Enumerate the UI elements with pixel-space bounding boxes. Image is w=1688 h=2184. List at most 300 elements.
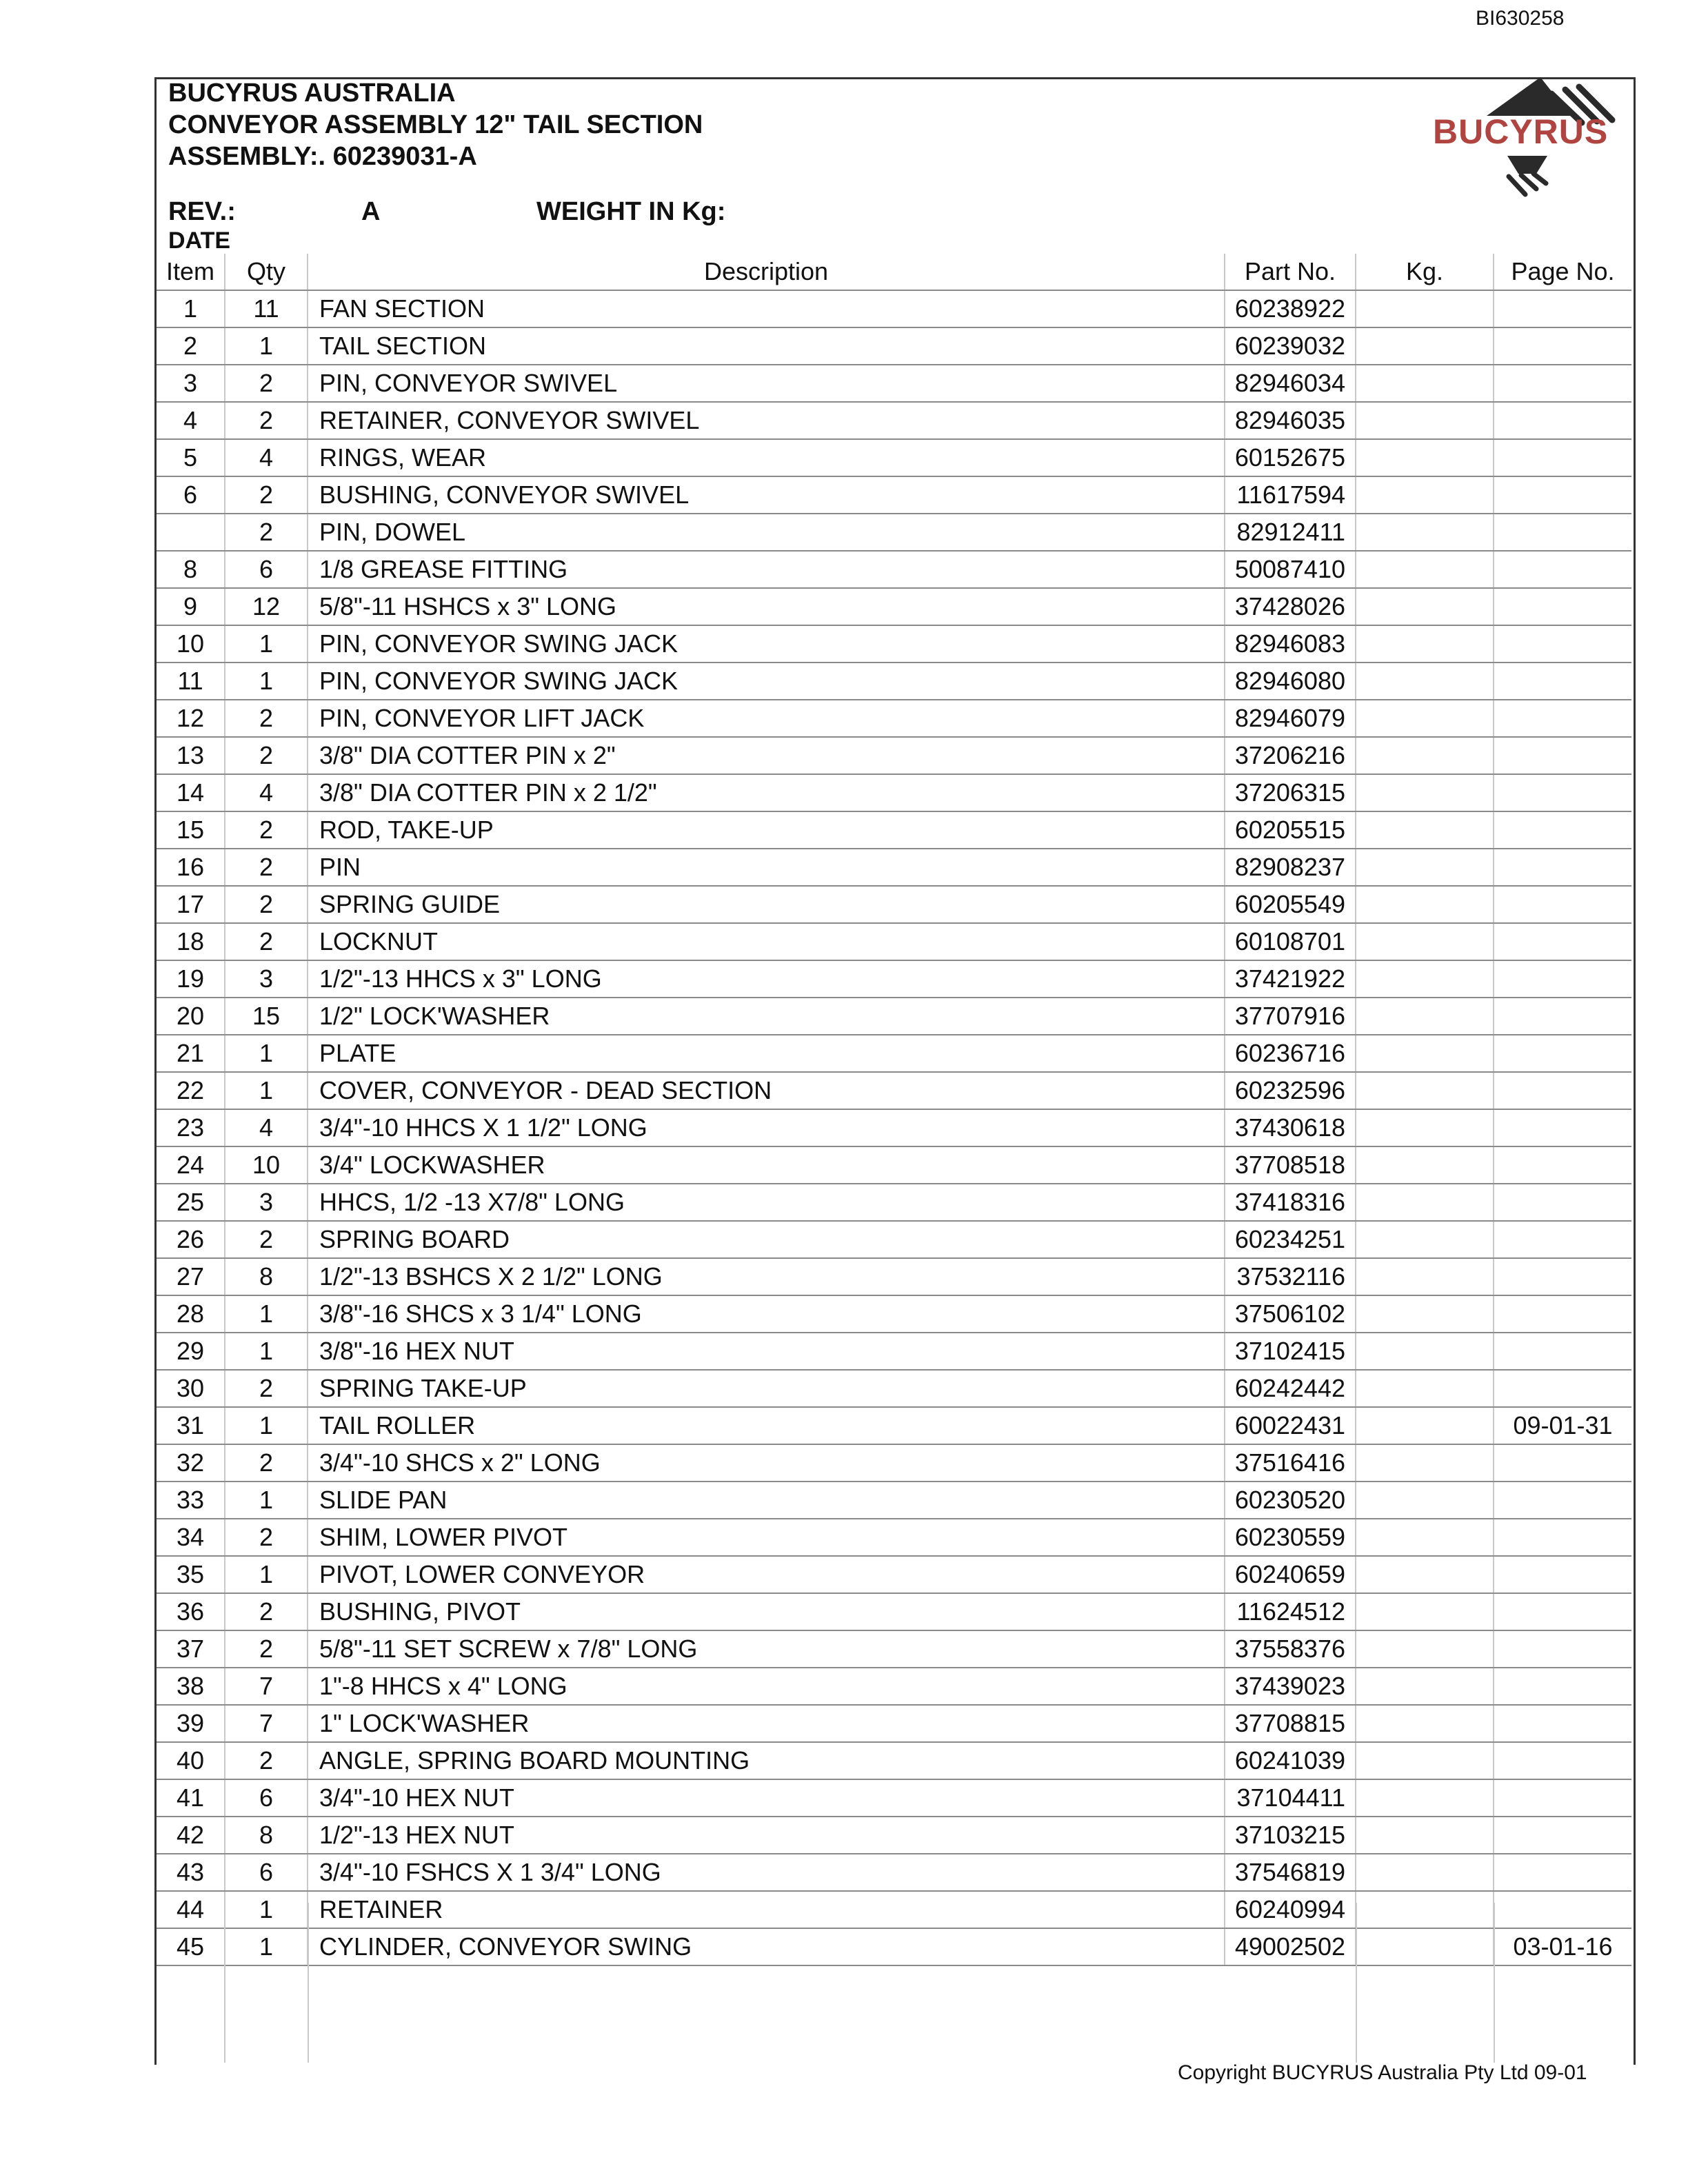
cell-description: 3/4" LOCKWASHER [308, 1146, 1225, 1184]
cell-description: PIN, CONVEYOR SWING JACK [308, 625, 1225, 663]
cell-part-no: 82946080 [1225, 663, 1356, 700]
cell-part-no: 37206315 [1225, 774, 1356, 811]
cell-page-no [1494, 811, 1631, 849]
cell-page-no [1494, 700, 1631, 737]
cell-description: 1"-8 HHCS x 4" LONG [308, 1668, 1225, 1705]
cell-kg [1356, 1630, 1494, 1668]
copyright-footer: Copyright BUCYRUS Australia Pty Ltd 09-01 [1178, 2061, 1587, 2084]
cell-kg [1356, 1444, 1494, 1482]
cell-page-no [1494, 1370, 1631, 1407]
cell-page-no [1494, 551, 1631, 588]
cell-item: 9 [157, 588, 225, 625]
table-row [157, 1035, 1631, 1072]
table-row [157, 625, 1631, 663]
cell-item: 8 [157, 551, 225, 588]
cell-kg [1356, 1221, 1494, 1258]
cell-qty: 4 [225, 439, 308, 476]
cell-qty: 11 [225, 290, 308, 327]
header-block [168, 77, 703, 172]
cell-kg [1356, 1668, 1494, 1705]
cell-kg [1356, 1407, 1494, 1444]
cell-part-no: 60230559 [1225, 1519, 1356, 1556]
cell-item: 28 [157, 1295, 225, 1333]
cell-kg [1356, 551, 1494, 588]
cell-description: 1/2"-13 HHCS x 3" LONG [308, 960, 1225, 998]
assembly-title: CONVEYOR ASSEMBLY 12" TAIL SECTION [168, 110, 703, 139]
column-header-kg: Kg. [1356, 254, 1494, 290]
table-row [157, 1593, 1631, 1630]
cell-description: PIN, CONVEYOR LIFT JACK [308, 700, 1225, 737]
cell-item: 13 [157, 737, 225, 774]
cell-kg [1356, 625, 1494, 663]
column-header-item: Item [157, 254, 225, 290]
cell-description: 3/4"-10 FSHCS X 1 3/4" LONG [308, 1854, 1225, 1891]
cell-qty: 2 [225, 923, 308, 960]
cell-item: 45 [157, 1928, 225, 1965]
cell-kg [1356, 439, 1494, 476]
cell-description: 1/2"-13 BSHCS X 2 1/2" LONG [308, 1258, 1225, 1295]
table-row [157, 1556, 1631, 1593]
cell-qty: 1 [225, 625, 308, 663]
cell-qty: 1 [225, 1035, 308, 1072]
cell-part-no: 37430618 [1225, 1109, 1356, 1146]
cell-qty: 15 [225, 998, 308, 1035]
cell-description: TAIL ROLLER [308, 1407, 1225, 1444]
cell-qty: 2 [225, 1370, 308, 1407]
table-row [157, 1146, 1631, 1184]
table-row [157, 960, 1631, 998]
cell-item: 16 [157, 849, 225, 886]
cell-description: SLIDE PAN [308, 1482, 1225, 1519]
cell-part-no: 82946034 [1225, 365, 1356, 402]
cell-part-no: 11617594 [1225, 476, 1356, 514]
cell-part-no: 37206216 [1225, 737, 1356, 774]
cell-item: 30 [157, 1370, 225, 1407]
cell-qty: 2 [225, 700, 308, 737]
table-row [157, 1779, 1631, 1817]
cell-page-no [1494, 774, 1631, 811]
cell-kg [1356, 1556, 1494, 1593]
cell-item: 10 [157, 625, 225, 663]
cell-part-no: 82946079 [1225, 700, 1356, 737]
date-label: DATE [168, 228, 231, 254]
cell-description: COVER, CONVEYOR - DEAD SECTION [308, 1072, 1225, 1109]
cell-part-no: 60239032 [1225, 327, 1356, 365]
cell-kg [1356, 1146, 1494, 1184]
cell-page-no [1494, 1891, 1631, 1928]
table-row [157, 1630, 1631, 1668]
cell-item: 42 [157, 1817, 225, 1854]
cell-page-no [1494, 476, 1631, 514]
table-row [157, 1333, 1631, 1370]
table-row [157, 1444, 1631, 1482]
cell-page-no [1494, 1295, 1631, 1333]
cell-qty: 3 [225, 1184, 308, 1221]
cell-part-no: 60152675 [1225, 439, 1356, 476]
cell-page-no [1494, 1221, 1631, 1258]
cell-qty: 4 [225, 1109, 308, 1146]
cell-item: 5 [157, 439, 225, 476]
cell-description: BUSHING, PIVOT [308, 1593, 1225, 1630]
cell-part-no: 37103215 [1225, 1817, 1356, 1854]
cell-part-no: 37516416 [1225, 1444, 1356, 1482]
cell-description: PIN [308, 849, 1225, 886]
cell-page-no [1494, 514, 1631, 551]
table-row [157, 1891, 1631, 1928]
column-header-description: Description [308, 254, 1225, 290]
cell-kg [1356, 923, 1494, 960]
rev-label: REV.: [168, 197, 236, 226]
table-row [157, 1295, 1631, 1333]
cell-kg [1356, 1742, 1494, 1779]
cell-description: SHIM, LOWER PIVOT [308, 1519, 1225, 1556]
cell-item: 20 [157, 998, 225, 1035]
cell-part-no: 37104411 [1225, 1779, 1356, 1817]
cell-qty: 2 [225, 849, 308, 886]
cell-description: 5/8"-11 SET SCREW x 7/8" LONG [308, 1630, 1225, 1668]
cell-part-no: 82912411 [1225, 514, 1356, 551]
cell-part-no: 82946083 [1225, 625, 1356, 663]
table-row [157, 1854, 1631, 1891]
cell-description: TAIL SECTION [308, 327, 1225, 365]
cell-qty: 1 [225, 1072, 308, 1109]
table-row [157, 514, 1631, 551]
column-divider [1494, 1903, 1495, 2063]
cell-part-no: 60232596 [1225, 1072, 1356, 1109]
table-row [157, 998, 1631, 1035]
cell-part-no: 60234251 [1225, 1221, 1356, 1258]
cell-description: 3/8"-16 SHCS x 3 1/4" LONG [308, 1295, 1225, 1333]
cell-part-no: 37506102 [1225, 1295, 1356, 1333]
column-header-part-no: Part No. [1225, 254, 1356, 290]
column-header-qty: Qty [225, 254, 308, 290]
table-header-row [157, 254, 1631, 290]
cell-part-no: 37708815 [1225, 1705, 1356, 1742]
table-row [157, 811, 1631, 849]
cell-kg [1356, 1779, 1494, 1817]
cell-description: CYLINDER, CONVEYOR SWING [308, 1928, 1225, 1965]
cell-kg [1356, 1333, 1494, 1370]
cell-item: 31 [157, 1407, 225, 1444]
cell-kg [1356, 998, 1494, 1035]
cell-item: 40 [157, 1742, 225, 1779]
cell-item: 35 [157, 1556, 225, 1593]
cell-page-no [1494, 1779, 1631, 1817]
cell-page-no [1494, 1817, 1631, 1854]
cell-item: 25 [157, 1184, 225, 1221]
cell-kg [1356, 1593, 1494, 1630]
cell-item: 44 [157, 1891, 225, 1928]
parts-table [157, 254, 1631, 1966]
cell-part-no: 37102415 [1225, 1333, 1356, 1370]
cell-kg [1356, 1184, 1494, 1221]
cell-page-no [1494, 1072, 1631, 1109]
table-row [157, 700, 1631, 737]
cell-page-no [1494, 1742, 1631, 1779]
cell-item: 12 [157, 700, 225, 737]
cell-part-no: 60205549 [1225, 886, 1356, 923]
column-header-page-no: Page No. [1494, 254, 1631, 290]
cell-kg [1356, 737, 1494, 774]
cell-kg [1356, 960, 1494, 998]
cell-item: 19 [157, 960, 225, 998]
cell-description: PLATE [308, 1035, 1225, 1072]
cell-page-no [1494, 1630, 1631, 1668]
cell-item: 43 [157, 1854, 225, 1891]
cell-page-no [1494, 1333, 1631, 1370]
cell-page-no: 09-01-31 [1494, 1407, 1631, 1444]
cell-item: 33 [157, 1482, 225, 1519]
cell-item: 38 [157, 1668, 225, 1705]
cell-qty: 2 [225, 811, 308, 849]
cell-part-no: 60240659 [1225, 1556, 1356, 1593]
cell-qty: 2 [225, 1593, 308, 1630]
cell-item: 11 [157, 663, 225, 700]
cell-qty: 1 [225, 327, 308, 365]
cell-part-no: 37418316 [1225, 1184, 1356, 1221]
cell-kg [1356, 1258, 1494, 1295]
cell-kg [1356, 1817, 1494, 1854]
cell-description: FAN SECTION [308, 290, 1225, 327]
cell-kg [1356, 1072, 1494, 1109]
cell-page-no: 03-01-16 [1494, 1928, 1631, 1965]
cell-qty: 2 [225, 886, 308, 923]
cell-item: 3 [157, 365, 225, 402]
cell-qty: 2 [225, 1630, 308, 1668]
cell-page-no [1494, 998, 1631, 1035]
cell-item: 2 [157, 327, 225, 365]
cell-description: 1/2"-13 HEX NUT [308, 1817, 1225, 1854]
cell-description: 1/8 GREASE FITTING [308, 551, 1225, 588]
cell-part-no: 82908237 [1225, 849, 1356, 886]
cell-description: RETAINER [308, 1891, 1225, 1928]
cell-description: 3/4"-10 SHCS x 2" LONG [308, 1444, 1225, 1482]
table-row [157, 774, 1631, 811]
cell-qty: 2 [225, 1742, 308, 1779]
cell-qty: 4 [225, 774, 308, 811]
table-row [157, 1221, 1631, 1258]
table-row [157, 1109, 1631, 1146]
cell-qty: 1 [225, 1407, 308, 1444]
table-row [157, 1407, 1631, 1444]
cell-page-no [1494, 1668, 1631, 1705]
cell-item: 4 [157, 402, 225, 439]
column-divider [308, 1903, 309, 2063]
cell-kg [1356, 849, 1494, 886]
cell-kg [1356, 1035, 1494, 1072]
cell-description: ROD, TAKE-UP [308, 811, 1225, 849]
column-divider [224, 1903, 225, 2063]
cell-page-no [1494, 439, 1631, 476]
cell-qty: 1 [225, 1482, 308, 1519]
cell-kg [1356, 290, 1494, 327]
table-row [157, 1258, 1631, 1295]
cell-part-no: 60205515 [1225, 811, 1356, 849]
logo-wordmark: BUCYRUS [1433, 112, 1609, 151]
cell-item: 23 [157, 1109, 225, 1146]
table-row [157, 1482, 1631, 1519]
cell-description: PIN, CONVEYOR SWIVEL [308, 365, 1225, 402]
table-row [157, 1184, 1631, 1221]
cell-qty: 2 [225, 365, 308, 402]
cell-qty: 6 [225, 1854, 308, 1891]
cell-kg [1356, 365, 1494, 402]
cell-description: RINGS, WEAR [308, 439, 1225, 476]
table-row [157, 1370, 1631, 1407]
cell-part-no: 37546819 [1225, 1854, 1356, 1891]
table-row [157, 327, 1631, 365]
cell-kg [1356, 514, 1494, 551]
cell-page-no [1494, 1146, 1631, 1184]
cell-kg [1356, 811, 1494, 849]
cell-kg [1356, 1928, 1494, 1965]
cell-qty: 2 [225, 402, 308, 439]
cell-kg [1356, 1519, 1494, 1556]
cell-item: 37 [157, 1630, 225, 1668]
cell-qty: 7 [225, 1705, 308, 1742]
cell-page-no [1494, 365, 1631, 402]
cell-description: PIVOT, LOWER CONVEYOR [308, 1556, 1225, 1593]
cell-part-no: 60108701 [1225, 923, 1356, 960]
table-row [157, 923, 1631, 960]
cell-description: 1/2" LOCK'WASHER [308, 998, 1225, 1035]
cell-page-no [1494, 1184, 1631, 1221]
cell-description: HHCS, 1/2 -13 X7/8" LONG [308, 1184, 1225, 1221]
cell-item: 27 [157, 1258, 225, 1295]
cell-item: 24 [157, 1146, 225, 1184]
cell-description: 3/4"-10 HEX NUT [308, 1779, 1225, 1817]
table-row [157, 439, 1631, 476]
column-divider [1356, 1903, 1357, 2063]
cell-kg [1356, 1854, 1494, 1891]
cell-description: 3/8" DIA COTTER PIN x 2 1/2" [308, 774, 1225, 811]
table-row [157, 663, 1631, 700]
cell-kg [1356, 588, 1494, 625]
cell-part-no: 37532116 [1225, 1258, 1356, 1295]
cell-qty: 2 [225, 514, 308, 551]
cell-description: BUSHING, CONVEYOR SWIVEL [308, 476, 1225, 514]
table-row [157, 1705, 1631, 1742]
cell-page-no [1494, 663, 1631, 700]
cell-page-no [1494, 923, 1631, 960]
cell-item: 17 [157, 886, 225, 923]
cell-item: 1 [157, 290, 225, 327]
cell-part-no: 60242442 [1225, 1370, 1356, 1407]
cell-qty: 3 [225, 960, 308, 998]
cell-description: 1" LOCK'WASHER [308, 1705, 1225, 1742]
cell-kg [1356, 1891, 1494, 1928]
cell-part-no: 37421922 [1225, 960, 1356, 998]
cell-description: 3/4"-10 HHCS X 1 1/2" LONG [308, 1109, 1225, 1146]
cell-page-no [1494, 402, 1631, 439]
table-row [157, 1817, 1631, 1854]
cell-description: LOCKNUT [308, 923, 1225, 960]
cell-part-no: 50087410 [1225, 551, 1356, 588]
table-row [157, 1928, 1631, 1965]
cell-page-no [1494, 737, 1631, 774]
cell-part-no: 37558376 [1225, 1630, 1356, 1668]
weight-label: WEIGHT IN Kg: [536, 197, 726, 226]
cell-item: 29 [157, 1333, 225, 1370]
cell-kg [1356, 700, 1494, 737]
cell-kg [1356, 774, 1494, 811]
table-row [157, 588, 1631, 625]
cell-kg [1356, 886, 1494, 923]
company-name: BUCYRUS AUSTRALIA [168, 79, 456, 108]
cell-kg [1356, 1482, 1494, 1519]
cell-page-no [1494, 327, 1631, 365]
cell-page-no [1494, 1854, 1631, 1891]
cell-description: SPRING TAKE-UP [308, 1370, 1225, 1407]
cell-item: 32 [157, 1444, 225, 1482]
cell-part-no: 11624512 [1225, 1593, 1356, 1630]
cell-page-no [1494, 886, 1631, 923]
table-row [157, 849, 1631, 886]
table-row [157, 551, 1631, 588]
cell-item: 39 [157, 1705, 225, 1742]
cell-qty: 7 [225, 1668, 308, 1705]
cell-kg [1356, 1109, 1494, 1146]
cell-description: 5/8"-11 HSHCS x 3" LONG [308, 588, 1225, 625]
cell-part-no: 60238922 [1225, 290, 1356, 327]
cell-page-no [1494, 960, 1631, 998]
cell-qty: 2 [225, 1519, 308, 1556]
cell-item: 14 [157, 774, 225, 811]
cell-qty: 2 [225, 1221, 308, 1258]
cell-item: 36 [157, 1593, 225, 1630]
cell-part-no: 49002502 [1225, 1928, 1356, 1965]
cell-qty: 1 [225, 1333, 308, 1370]
cell-description: PIN, CONVEYOR SWING JACK [308, 663, 1225, 700]
cell-description: SPRING BOARD [308, 1221, 1225, 1258]
cell-qty: 1 [225, 1295, 308, 1333]
cell-part-no: 60240994 [1225, 1891, 1356, 1928]
table-row [157, 1668, 1631, 1705]
cell-qty: 1 [225, 1928, 308, 1965]
cell-kg [1356, 1370, 1494, 1407]
cell-page-no [1494, 1519, 1631, 1556]
cell-page-no [1494, 1035, 1631, 1072]
cell-page-no [1494, 1705, 1631, 1742]
cell-kg [1356, 476, 1494, 514]
cell-qty: 8 [225, 1817, 308, 1854]
cell-part-no: 82946035 [1225, 402, 1356, 439]
cell-part-no: 60241039 [1225, 1742, 1356, 1779]
cell-qty: 12 [225, 588, 308, 625]
cell-page-no [1494, 588, 1631, 625]
cell-item: 18 [157, 923, 225, 960]
cell-item: 34 [157, 1519, 225, 1556]
cell-item: 22 [157, 1072, 225, 1109]
cell-page-no [1494, 1444, 1631, 1482]
cell-part-no: 60236716 [1225, 1035, 1356, 1072]
cell-page-no [1494, 1109, 1631, 1146]
cell-item: 21 [157, 1035, 225, 1072]
cell-description: 3/8" DIA COTTER PIN x 2" [308, 737, 1225, 774]
cell-qty: 1 [225, 1556, 308, 1593]
cell-part-no: 37428026 [1225, 588, 1356, 625]
cell-description: PIN, DOWEL [308, 514, 1225, 551]
cell-item: 41 [157, 1779, 225, 1817]
cell-page-no [1494, 625, 1631, 663]
cell-description: SPRING GUIDE [308, 886, 1225, 923]
table-row [157, 1072, 1631, 1109]
cell-page-no [1494, 290, 1631, 327]
cell-qty: 1 [225, 663, 308, 700]
table-row [157, 365, 1631, 402]
cell-part-no: 37708518 [1225, 1146, 1356, 1184]
cell-item: 6 [157, 476, 225, 514]
